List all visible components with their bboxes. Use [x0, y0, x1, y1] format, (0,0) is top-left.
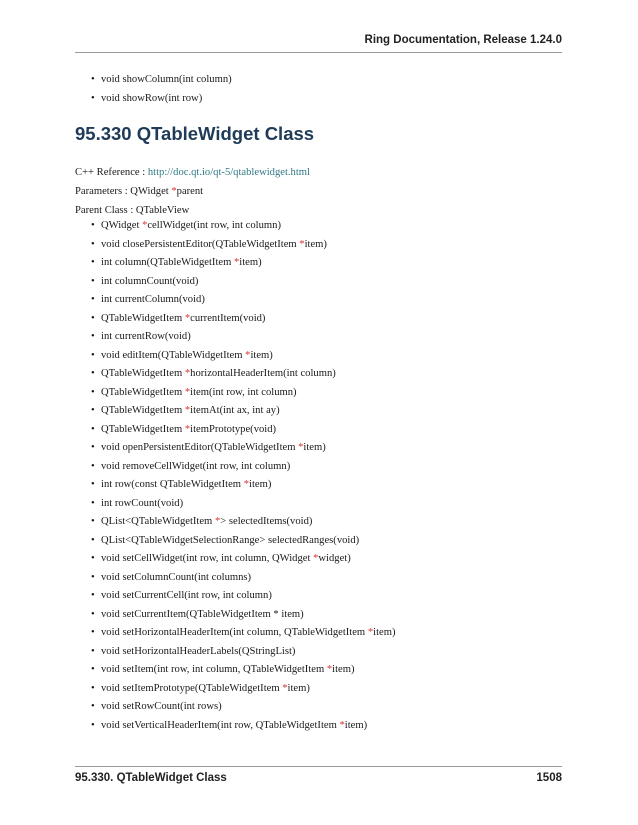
method-item [75, 273, 395, 292]
method-item [75, 402, 395, 421]
method-signature-text: void setHorizontalHeaderItem(int column, QTableWidgetItem [101, 627, 368, 638]
method-signature-text: itemAt(int ax, int ay) [190, 405, 280, 416]
method-signature-text: item) [287, 682, 310, 694]
pointer-star: * [184, 386, 191, 398]
running-header: Ring Documentation, Release 1.24.0 [364, 34, 562, 46]
bullet-icon: • [91, 386, 95, 398]
method-item [75, 606, 395, 625]
method-signature-text: item) [303, 442, 326, 453]
cpp-reference-line [75, 167, 310, 178]
footer-section: 95.330. QTableWidget Class [75, 772, 227, 784]
pointer-star: * [184, 423, 191, 435]
method-item [75, 698, 395, 717]
method-item [75, 90, 232, 109]
bullet-icon: • [91, 664, 95, 675]
method-signature-text: itemPrototype(void) [190, 423, 277, 435]
method-signature-text: QTableWidgetItem [101, 386, 185, 398]
method-item [75, 476, 395, 495]
method-signature-text: void closePersistentEditor(QTableWidgetItem [101, 238, 300, 250]
bullet-icon: • [91, 534, 95, 546]
method-list [75, 217, 395, 735]
method-item [75, 71, 232, 90]
method-item [75, 310, 395, 329]
running-footer [75, 772, 562, 784]
method-signature-text: item) [239, 257, 262, 268]
bullet-icon: • [91, 460, 95, 472]
method-signature-text: void setCellWidget(int row, int column, QWidget [101, 553, 314, 564]
pointer-star: * [339, 719, 345, 731]
method-signature-text: void showRow(int row) [101, 92, 203, 104]
method-item [75, 439, 395, 458]
bullet-icon: • [91, 516, 95, 527]
method-signature-text: item) [373, 627, 396, 638]
method-signature-text: QTableWidgetItem [101, 423, 185, 435]
bullet-icon: • [91, 608, 95, 620]
method-signature-text: horizontalHeaderItem(int column) [190, 368, 336, 379]
bullet-icon: • [91, 238, 95, 250]
method-signature-text: QTableWidgetItem [101, 312, 185, 324]
method-item [75, 661, 395, 680]
bullet-icon: • [91, 368, 95, 379]
method-signature-text: void setHorizontalHeaderLabels(QStringList) [101, 645, 296, 657]
pointer-star: * [184, 405, 191, 416]
method-signature-text: > selectedItems(void) [220, 516, 313, 527]
method-signature-text: void editItem(QTableWidgetItem [101, 349, 246, 361]
pointer-star: * [282, 682, 288, 694]
bullet-icon: • [91, 423, 95, 435]
method-signature-text: item) [344, 719, 368, 731]
method-item [75, 587, 395, 606]
pointer-star: * [313, 553, 319, 564]
bullet-icon: • [91, 312, 95, 324]
method-item [75, 328, 395, 347]
section-title: 95.330 QTableWidget Class [75, 123, 315, 144]
method-item [75, 421, 395, 440]
method-item [75, 384, 395, 403]
method-item [75, 550, 395, 569]
method-item [75, 365, 395, 384]
bullet-icon: • [91, 571, 95, 583]
method-signature-text: item) [332, 664, 355, 675]
method-signature-text: item(int row, int column) [190, 386, 297, 398]
parameters-suffix: parent [176, 186, 204, 197]
reference-label: C++ Reference : [75, 167, 148, 178]
pointer-star: * [367, 627, 374, 638]
method-item [75, 643, 395, 662]
bullet-icon: • [91, 479, 95, 490]
footer-divider [75, 766, 562, 767]
method-signature-text: item) [304, 238, 327, 250]
method-signature-text: QWidget [101, 220, 143, 231]
method-item [75, 254, 395, 273]
method-signature-text: void setColumnCount(int columns) [101, 571, 252, 583]
preceding-method-list [75, 71, 232, 108]
method-signature-text: QTableWidgetItem [101, 368, 185, 379]
method-signature-text: QTableWidgetItem [101, 405, 185, 416]
pointer-star: * [142, 220, 148, 231]
bullet-icon: • [91, 497, 95, 509]
method-signature-text: void showColumn(int column) [101, 74, 232, 85]
bullet-icon: • [91, 645, 95, 657]
bullet-icon: • [91, 92, 95, 104]
reference-link[interactable]: http://doc.qt.io/qt-5/qtablewidget.html [147, 167, 310, 178]
pointer-star: * [326, 664, 333, 675]
pointer-star: * [299, 238, 305, 250]
method-item [75, 291, 395, 310]
method-item [75, 458, 395, 477]
pointer-star: * [184, 368, 191, 379]
bullet-icon: • [91, 442, 95, 453]
method-signature-text: void setItem(int row, int column, QTableWidgetItem [101, 664, 327, 675]
method-item [75, 347, 395, 366]
method-signature-text: void removeCellWidget(int row, int column) [101, 460, 291, 472]
page-number: 1508 [536, 772, 562, 784]
bullet-icon: • [91, 682, 95, 694]
method-signature-text: currentItem(void) [190, 312, 266, 324]
pointer-star: * [184, 312, 191, 324]
method-item [75, 217, 395, 236]
bullet-icon: • [91, 74, 95, 85]
bullet-icon: • [91, 701, 95, 712]
pointer-star: * [214, 516, 221, 527]
method-signature-text: QList<QTableWidgetSelectionRange> selectedRanges(void) [101, 534, 360, 546]
method-item [75, 495, 395, 514]
method-signature-text: int row(const QTableWidgetItem [101, 479, 244, 490]
header-divider [75, 52, 562, 53]
bullet-icon: • [91, 553, 95, 564]
method-item [75, 717, 395, 736]
method-signature-text: void setCurrentCell(int row, int column) [101, 590, 272, 601]
method-signature-text: int columnCount(void) [101, 275, 199, 287]
parent-class-line: Parent Class : QTableView [75, 205, 190, 216]
method-signature-text: void setItemPrototype(QTableWidgetItem [101, 682, 283, 694]
method-signature-text: int currentColumn(void) [101, 294, 205, 305]
method-item [75, 513, 395, 532]
bullet-icon: • [91, 220, 95, 231]
pointer-star: * [298, 442, 304, 453]
method-signature-text: int currentRow(void) [101, 331, 191, 342]
method-signature-text: int rowCount(void) [101, 497, 184, 509]
bullet-icon: • [91, 257, 95, 268]
parameters-line [75, 186, 203, 197]
pointer-star: * [171, 186, 177, 197]
method-signature-text: widget) [318, 553, 351, 564]
method-item [75, 569, 395, 588]
method-item [75, 624, 395, 643]
bullet-icon: • [91, 719, 95, 731]
bullet-icon: • [91, 331, 95, 342]
parameters-prefix: Parameters : QWidget [75, 186, 172, 197]
method-signature-text: QList<QTableWidgetItem [101, 516, 215, 527]
bullet-icon: • [91, 405, 95, 416]
method-item [75, 532, 395, 551]
method-item [75, 680, 395, 699]
pointer-star: * [245, 349, 251, 361]
bullet-icon: • [91, 627, 95, 638]
bullet-icon: • [91, 294, 95, 305]
bullet-icon: • [91, 349, 95, 361]
method-signature-text: void setVerticalHeaderItem(int row, QTableWidgetItem [101, 719, 340, 731]
method-signature-text: void setCurrentItem(QTableWidgetItem * item) [101, 608, 304, 620]
pointer-star: * [233, 257, 240, 268]
method-signature-text: item) [250, 349, 273, 361]
method-signature-text: int column(QTableWidgetItem [101, 257, 234, 268]
method-signature-text: cellWidget(int row, int column) [147, 220, 281, 231]
bullet-icon: • [91, 590, 95, 601]
bullet-icon: • [91, 275, 95, 287]
method-signature-text: item) [249, 479, 272, 490]
method-item [75, 236, 395, 255]
method-signature-text: void setRowCount(int rows) [101, 701, 222, 712]
pointer-star: * [243, 479, 249, 490]
method-signature-text: void openPersistentEditor(QTableWidgetItem [101, 442, 299, 453]
